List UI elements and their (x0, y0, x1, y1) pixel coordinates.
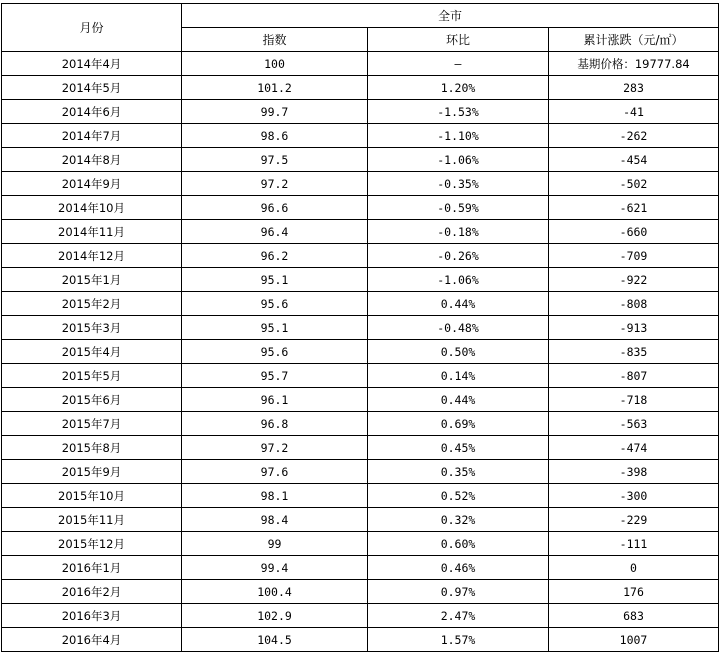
table-header-row-top (2, 4, 719, 28)
table-row (2, 556, 719, 580)
cumulative-change-cell: -300 (549, 484, 719, 508)
cumulative-change-cell: -563 (549, 412, 719, 436)
cumulative-change-cell: -913 (549, 316, 719, 340)
table-row (2, 196, 719, 220)
index-cell: 96.2 (182, 244, 368, 268)
cumulative-change-cell: -660 (549, 220, 719, 244)
table-body (2, 52, 719, 652)
chain-ratio-cell: -0.59% (368, 196, 549, 220)
cumulative-change-cell: -621 (549, 196, 719, 220)
table-row (2, 364, 719, 388)
table-row (2, 460, 719, 484)
table-row (2, 580, 719, 604)
month-cell: 2014年12月 (2, 244, 182, 268)
cumulative-change-cell: 0 (549, 556, 719, 580)
month-cell: 2016年1月 (2, 556, 182, 580)
table-row (2, 220, 719, 244)
table-row (2, 412, 719, 436)
month-cell: 2015年10月 (2, 484, 182, 508)
index-cell: 97.5 (182, 148, 368, 172)
month-cell: 2015年12月 (2, 532, 182, 556)
cumulative-change-cell: -41 (549, 100, 719, 124)
price-index-table-container (1, 3, 719, 652)
month-cell: 2014年9月 (2, 172, 182, 196)
month-column-header: 月份 (2, 4, 182, 52)
month-cell: 2015年11月 (2, 508, 182, 532)
table-row (2, 340, 719, 364)
cumulative-change-cell: -502 (549, 172, 719, 196)
table-row (2, 244, 719, 268)
cumulative-change-cell: -474 (549, 436, 719, 460)
table-row (2, 436, 719, 460)
cumulative-change-cell: 283 (549, 76, 719, 100)
month-cell: 2014年8月 (2, 148, 182, 172)
chain-ratio-cell: 0.35% (368, 460, 549, 484)
cumulative-change-cell: -807 (549, 364, 719, 388)
index-cell: 100.4 (182, 580, 368, 604)
table-row (2, 388, 719, 412)
month-cell: 2015年8月 (2, 436, 182, 460)
cumulative-change-cell: 1007 (549, 628, 719, 652)
table-row (2, 292, 719, 316)
citywide-group-header: 全市 (182, 4, 719, 28)
month-cell: 2014年10月 (2, 196, 182, 220)
chain-ratio-cell: -1.06% (368, 148, 549, 172)
chain-ratio-cell: 0.60% (368, 532, 549, 556)
index-cell: 102.9 (182, 604, 368, 628)
cumulative-change-cell: -111 (549, 532, 719, 556)
month-cell: 2015年2月 (2, 292, 182, 316)
chain-ratio-cell: 0.46% (368, 556, 549, 580)
index-cell: 97.2 (182, 436, 368, 460)
index-cell: 96.1 (182, 388, 368, 412)
table-row (2, 172, 719, 196)
chain-ratio-cell: -0.18% (368, 220, 549, 244)
chain-ratio-cell: 1.57% (368, 628, 549, 652)
chain-ratio-cell: -0.26% (368, 244, 549, 268)
chain-ratio-cell: 0.44% (368, 388, 549, 412)
cumulative-change-cell: -718 (549, 388, 719, 412)
index-cell: 98.1 (182, 484, 368, 508)
month-cell: 2015年5月 (2, 364, 182, 388)
index-cell: 100 (182, 52, 368, 76)
cumulative-change-cell: -922 (549, 268, 719, 292)
index-cell: 96.8 (182, 412, 368, 436)
table-row (2, 604, 719, 628)
index-cell: 95.1 (182, 268, 368, 292)
chain-ratio-cell: -1.53% (368, 100, 549, 124)
chain-ratio-cell: 1.20% (368, 76, 549, 100)
month-cell: 2015年4月 (2, 340, 182, 364)
table-row (2, 76, 719, 100)
price-index-table (1, 3, 719, 652)
index-cell: 99.7 (182, 100, 368, 124)
cumulative-change-cell: 176 (549, 580, 719, 604)
index-cell: 99.4 (182, 556, 368, 580)
month-cell: 2015年3月 (2, 316, 182, 340)
chain-ratio-cell: -0.35% (368, 172, 549, 196)
index-cell: 96.4 (182, 220, 368, 244)
table-row (2, 148, 719, 172)
table-row (2, 52, 719, 76)
index-cell: 99 (182, 532, 368, 556)
chain-ratio-column-header: 环比 (368, 28, 549, 52)
index-cell: 104.5 (182, 628, 368, 652)
month-cell: 2014年6月 (2, 100, 182, 124)
chain-ratio-cell: -0.48% (368, 316, 549, 340)
table-row (2, 628, 719, 652)
cumulative-change-cell: -454 (549, 148, 719, 172)
index-cell: 98.6 (182, 124, 368, 148)
chain-ratio-cell: — (368, 52, 549, 76)
chain-ratio-cell: 0.32% (368, 508, 549, 532)
table-row (2, 484, 719, 508)
index-column-header: 指数 (182, 28, 368, 52)
chain-ratio-cell: 2.47% (368, 604, 549, 628)
cumulative-change-cell: -262 (549, 124, 719, 148)
month-cell: 2014年7月 (2, 124, 182, 148)
table-row (2, 508, 719, 532)
cumulative-change-cell: -229 (549, 508, 719, 532)
cumulative-change-cell: 683 (549, 604, 719, 628)
index-cell: 95.6 (182, 292, 368, 316)
index-cell: 97.6 (182, 460, 368, 484)
table-row (2, 532, 719, 556)
month-cell: 2015年9月 (2, 460, 182, 484)
cumulative-change-cell: -398 (549, 460, 719, 484)
chain-ratio-cell: 0.14% (368, 364, 549, 388)
month-cell: 2015年1月 (2, 268, 182, 292)
chain-ratio-cell: 0.44% (368, 292, 549, 316)
index-cell: 97.2 (182, 172, 368, 196)
index-cell: 95.7 (182, 364, 368, 388)
chain-ratio-cell: -1.06% (368, 268, 549, 292)
cumulative-change-cell: -835 (549, 340, 719, 364)
chain-ratio-cell: 0.52% (368, 484, 549, 508)
month-cell: 2014年5月 (2, 76, 182, 100)
month-cell: 2015年7月 (2, 412, 182, 436)
index-cell: 96.6 (182, 196, 368, 220)
table-row (2, 268, 719, 292)
chain-ratio-cell: 0.50% (368, 340, 549, 364)
cumulative-change-cell: -808 (549, 292, 719, 316)
month-cell: 2016年4月 (2, 628, 182, 652)
index-cell: 101.2 (182, 76, 368, 100)
chain-ratio-cell: 0.97% (368, 580, 549, 604)
table-row (2, 100, 719, 124)
cumulative-change-cell: -709 (549, 244, 719, 268)
month-cell: 2016年2月 (2, 580, 182, 604)
month-cell: 2016年3月 (2, 604, 182, 628)
month-cell: 2014年11月 (2, 220, 182, 244)
index-cell: 95.6 (182, 340, 368, 364)
table-row (2, 316, 719, 340)
month-cell: 2014年4月 (2, 52, 182, 76)
month-cell: 2015年6月 (2, 388, 182, 412)
table-row (2, 124, 719, 148)
chain-ratio-cell: 0.69% (368, 412, 549, 436)
cumulative-change-cell: 基期价格：19777.84 (549, 52, 719, 76)
chain-ratio-cell: 0.45% (368, 436, 549, 460)
chain-ratio-cell: -1.10% (368, 124, 549, 148)
cumulative-change-column-header: 累计涨跌（元/㎡） (549, 28, 719, 52)
index-cell: 95.1 (182, 316, 368, 340)
index-cell: 98.4 (182, 508, 368, 532)
